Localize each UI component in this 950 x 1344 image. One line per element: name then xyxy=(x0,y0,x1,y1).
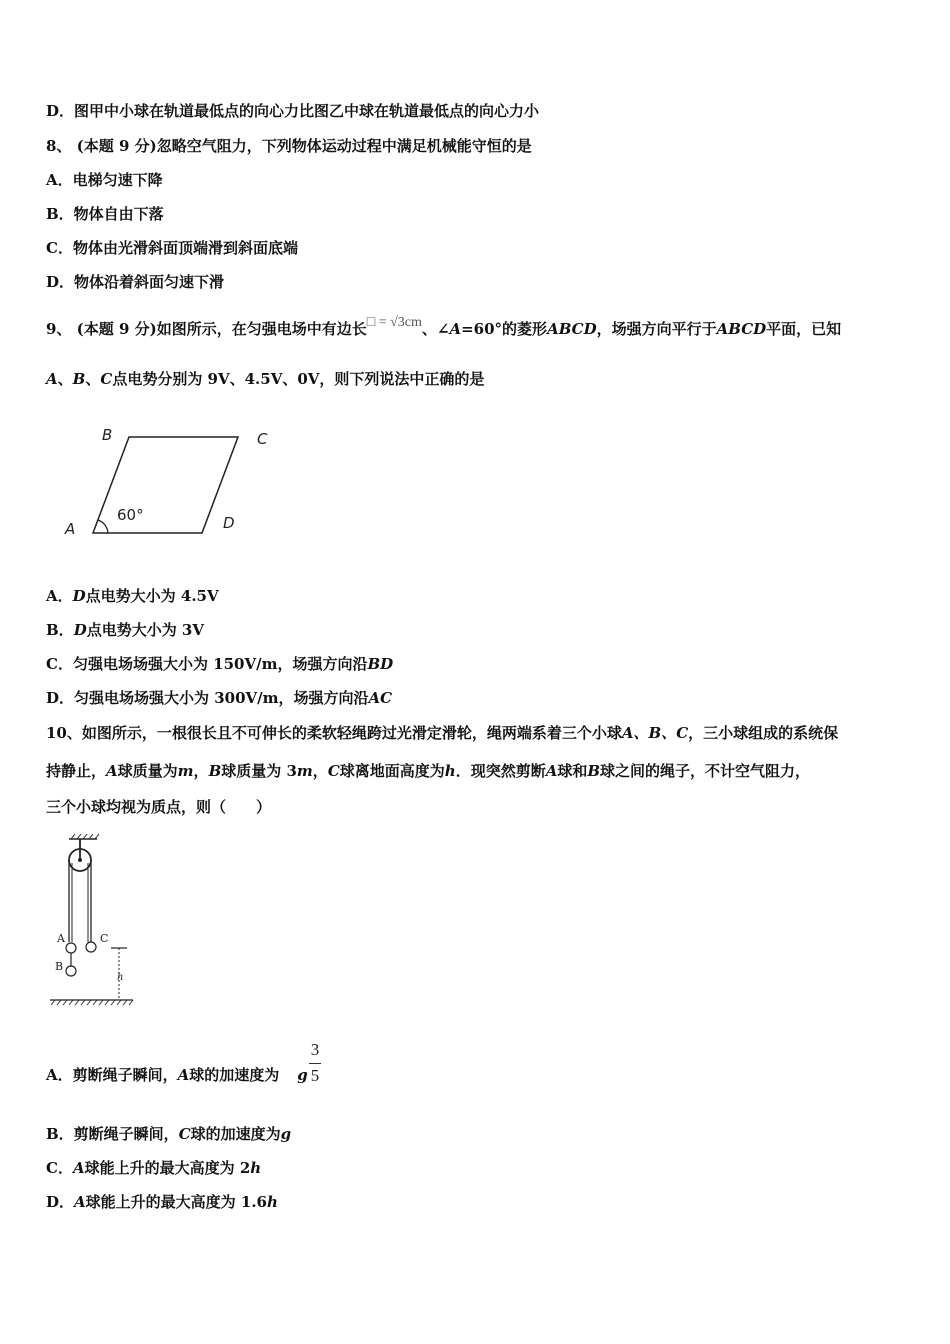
q10-l2-c: ， xyxy=(193,762,209,780)
q9-sep1: 、 xyxy=(57,370,73,388)
q10-option-d-text: 球能上升的最大高度为 1.6 xyxy=(85,1193,267,1211)
q8-option-a: A．电梯匀速下降 xyxy=(46,171,163,189)
q9-stem-part4: ，场强方向平行于 xyxy=(596,320,717,338)
q10-option-b-var: C xyxy=(178,1125,191,1143)
fraction-bar xyxy=(309,1063,321,1064)
q9-option-a-text: 点电势大小为 4.5V xyxy=(85,587,219,605)
q9-option-a-var: D xyxy=(72,587,86,605)
q10-option-a-prefix: A．剪断绳子瞬间， xyxy=(46,1066,178,1084)
q10-l2-var-b: B xyxy=(208,762,222,780)
vertex-label-c: C xyxy=(257,430,268,448)
fraction-denominator: 5 xyxy=(310,1066,320,1085)
ground-hatch xyxy=(51,1000,133,1005)
q10-stem-line2 xyxy=(46,761,810,781)
q9-stem-part2: 、∠ xyxy=(421,320,450,338)
q10-line1-vars: A、B、C xyxy=(621,724,689,742)
q10-option-a-text: 球的加速度为 xyxy=(189,1066,280,1084)
q10-option-a xyxy=(46,1065,308,1085)
q8-option-d: D．物体沿着斜面匀速下滑 xyxy=(46,273,225,291)
q9-option-d xyxy=(46,688,392,708)
q10-option-a-var: A xyxy=(177,1066,190,1084)
rhombus-shape xyxy=(93,437,238,533)
ball-a-label: A xyxy=(57,932,65,945)
ball-b xyxy=(66,966,76,976)
q7-option-d: D．图甲中小球在轨道最低点的向心力比图乙中球在轨道最低点的向心力小 xyxy=(46,102,540,120)
ball-c xyxy=(86,942,96,952)
q10-l2-b: 球质量为 xyxy=(117,762,178,780)
q10-option-d-h: h xyxy=(266,1193,278,1211)
q10-l2-var-c: C xyxy=(327,762,340,780)
q9-abcd2: ABCD xyxy=(716,320,767,338)
q9-stem-part5: 平面，已知 xyxy=(766,320,842,338)
q8-option-c: C．物体由光滑斜面顶端滑到斜面底端 xyxy=(46,239,298,257)
q10-stem-line3: 三个小球均视为质点，则（ ） xyxy=(46,798,272,816)
q10-l2-g: ．现突然剪断 xyxy=(455,762,546,780)
q9-option-d-text: D．匀强电场场强大小为 300V/m，场强方向沿 xyxy=(46,689,369,707)
q10-option-b-text: 球的加速度为 xyxy=(190,1125,281,1143)
angle-label: 60° xyxy=(117,506,144,524)
fraction-numerator: 3 xyxy=(310,1040,320,1059)
q9-stem-line2 xyxy=(46,369,484,389)
q9-option-a-prefix: A． xyxy=(46,587,73,605)
vertex-label-b: B xyxy=(102,426,113,444)
q9-option-c-text: C．匀强电场场强大小为 150V/m，场强方向沿 xyxy=(46,655,368,673)
q10-option-c-var: A xyxy=(72,1159,85,1177)
q9-option-d-var: AC xyxy=(368,689,393,707)
q10-stem-line1 xyxy=(46,723,838,743)
q9-stem-part3: =60°的菱形 xyxy=(461,320,548,338)
ball-c-label: C xyxy=(100,932,109,945)
q10-option-d-prefix: D． xyxy=(46,1193,75,1211)
q10-l2-var-a2: A xyxy=(545,762,558,780)
rhombus-figure xyxy=(55,420,285,550)
q9-line2-rest: 点电势分别为 9V、4.5V、0V，则下列说法中正确的是 xyxy=(112,370,485,388)
q9-option-b-text: 点电势大小为 3V xyxy=(86,621,205,639)
q10-option-b-prefix: B．剪断绳子瞬间， xyxy=(46,1125,179,1143)
q9-option-b-var: D xyxy=(73,621,87,639)
q9-sep2: 、 xyxy=(85,370,101,388)
q10-l2-d: 球质量为 3 xyxy=(221,762,297,780)
q10-option-c-prefix: C． xyxy=(46,1159,73,1177)
q10-l2-var-h: h xyxy=(444,762,456,780)
pulley-hub xyxy=(78,858,82,862)
ball-a xyxy=(66,943,76,953)
q10-l2-f: 球离地面高度为 xyxy=(339,762,445,780)
q9-side-formula: □ = √3cm xyxy=(366,315,422,330)
vertex-label-d: D xyxy=(223,514,235,532)
ball-b-label: B xyxy=(55,960,64,973)
q9-stem-part1: 9、 (本题 9 分)如图所示，在匀强电场中有边长 xyxy=(46,320,367,338)
q10-l2-var-m2: m xyxy=(296,762,313,780)
q10-option-d-var: A xyxy=(74,1193,86,1211)
q10-option-c xyxy=(46,1158,261,1178)
angle-arc xyxy=(98,520,108,533)
q10-option-d xyxy=(46,1192,278,1212)
q10-option-b-g: g xyxy=(280,1125,292,1143)
q10-option-a-g: g xyxy=(297,1066,308,1084)
q10-l2-i: 球之间的绳子，不计空气阻力， xyxy=(600,762,811,780)
q10-l2-a: 持静止， xyxy=(46,762,107,780)
q9-var-b: B xyxy=(72,370,86,388)
q9-option-a xyxy=(46,586,219,606)
q9-option-c xyxy=(46,654,393,674)
height-label: h xyxy=(117,972,124,983)
vertex-label-a: A xyxy=(65,520,76,538)
pulley-figure xyxy=(45,830,145,1015)
q9-abcd: ABCD xyxy=(547,320,597,338)
q9-option-c-var: BD xyxy=(367,655,394,673)
q10-l2-var-a: A xyxy=(106,762,118,780)
q10-line1-text: 10、如图所示，一根很长且不可伸长的柔软轻绳跨过光滑定滑轮，绳两端系着三个小球 xyxy=(46,724,622,742)
q8-option-b: B．物体自由下落 xyxy=(46,205,164,223)
q9-option-b-prefix: B． xyxy=(46,621,74,639)
q10-l2-var-m: m xyxy=(177,762,194,780)
q10-l2-var-b2: B xyxy=(587,762,601,780)
q10-l2-e: ， xyxy=(312,762,328,780)
q9-var-c: C xyxy=(100,370,113,388)
q10-line1-end: ，三小球组成的系统保 xyxy=(688,724,839,742)
q10-option-c-h: h xyxy=(250,1159,262,1177)
q9-option-b xyxy=(46,620,204,640)
q10-option-b xyxy=(46,1124,291,1144)
q10-l2-h: 球和 xyxy=(557,762,588,780)
q9-angle-var: A xyxy=(449,320,462,338)
q8-stem: 8、 (本题 9 分)忽略空气阻力，下列物体运动过程中满足机械能守恒的是 xyxy=(46,137,532,155)
q9-stem-line1 xyxy=(46,315,842,341)
q10-option-c-text: 球能上升的最大高度为 2 xyxy=(84,1159,251,1177)
q9-var-a: A xyxy=(46,370,58,388)
